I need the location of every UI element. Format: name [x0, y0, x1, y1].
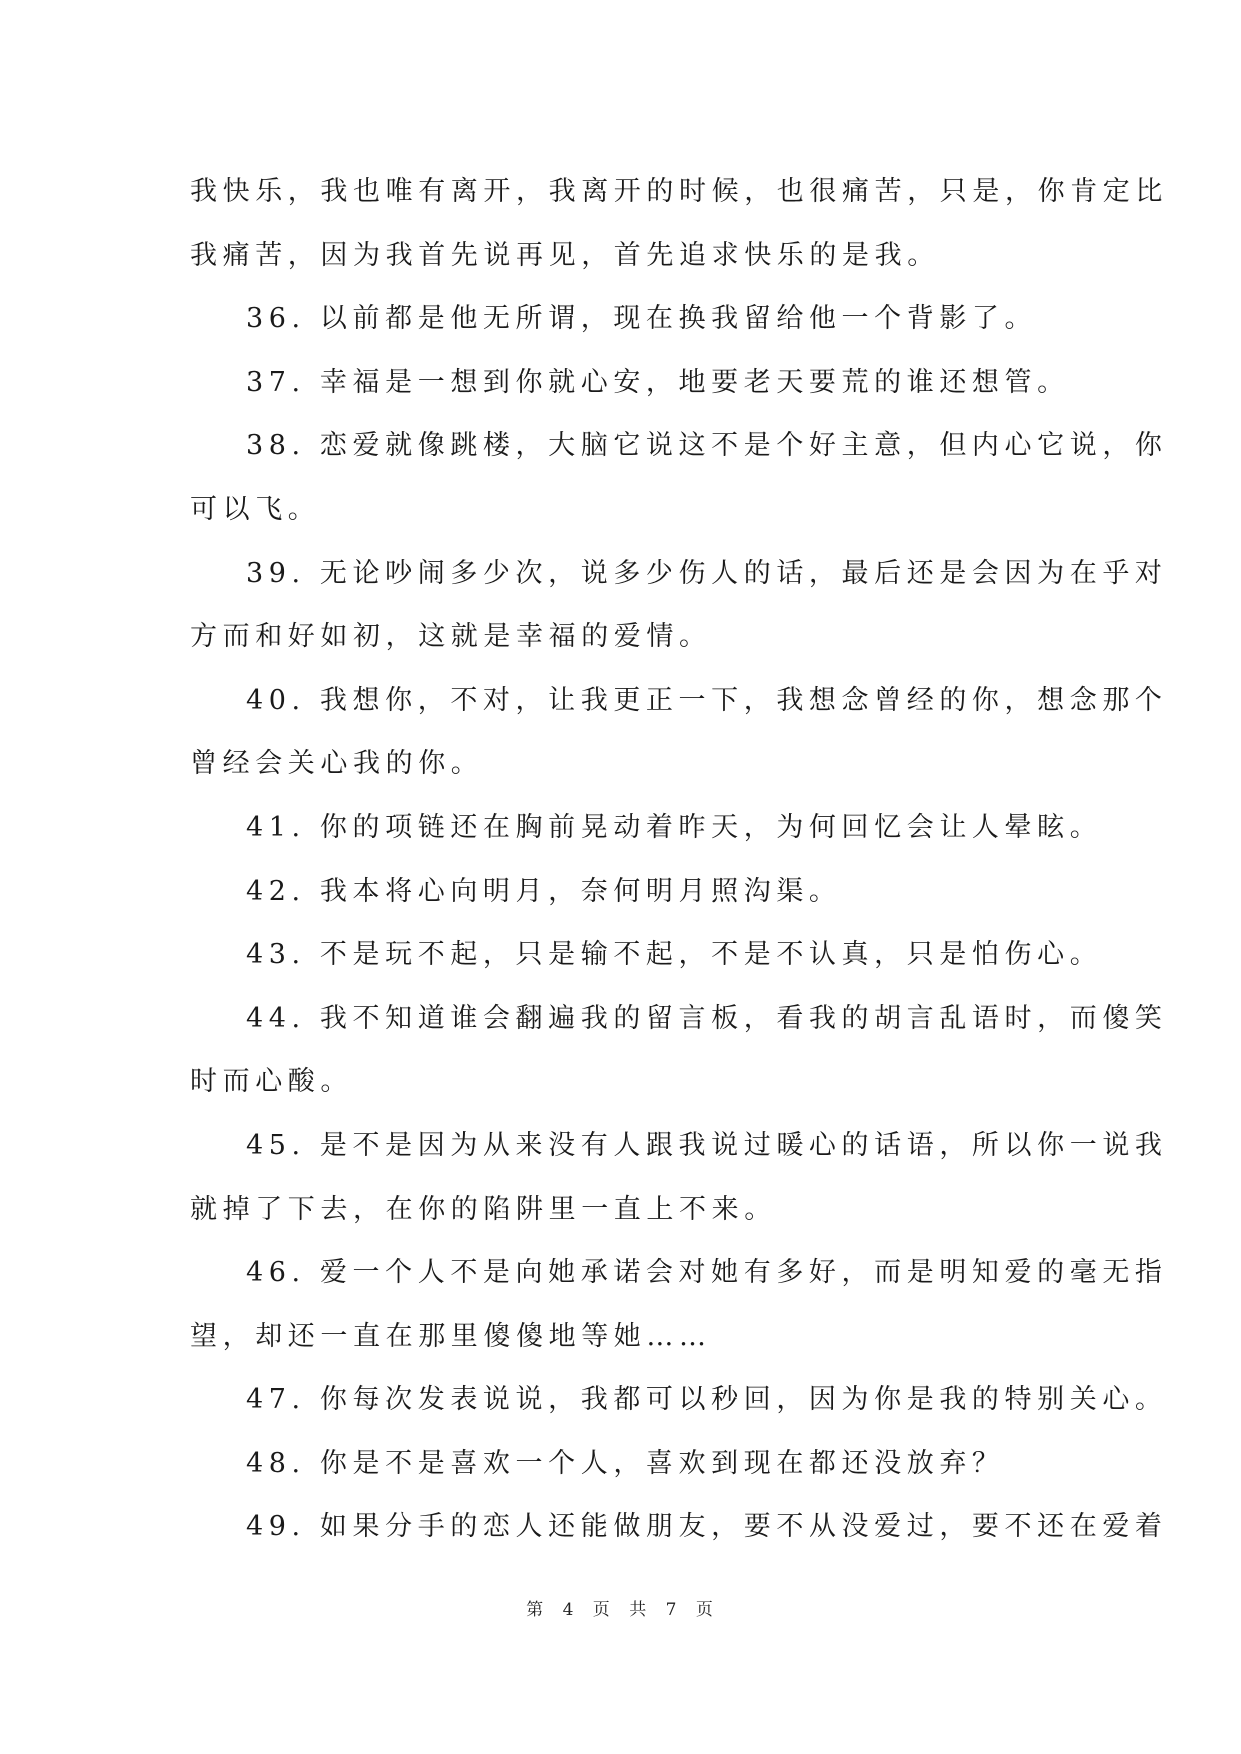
list-item-46: 46. 爱一个人不是向她承诺会对她有多好，而是明知爱的毫无指 — [246, 1257, 1168, 1289]
text-line: 曾经会关心我的你。 — [190, 748, 484, 780]
text-line: 可以飞。 — [190, 493, 321, 525]
list-item-36: 36. 以前都是他无所谓，现在换我留给他一个背影了。 — [246, 303, 1038, 335]
footer-ye-2: 页 — [695, 1600, 715, 1620]
text-line: 方而和好如初，这就是幸福的爱情。 — [190, 621, 712, 653]
list-item-40: 40. 我想你，不对，让我更正一下，我想念曾经的你，想念那个 — [246, 684, 1168, 716]
footer-total-pages: 7 — [665, 1600, 679, 1620]
list-item-38: 38. 恋爱就像跳楼，大脑它说这不是个好主意，但内心它说，你 — [246, 430, 1168, 462]
list-item-43: 43. 不是玩不起，只是输不起，不是不认真，只是怕伤心。 — [246, 939, 1103, 971]
text-line: 我快乐，我也唯有离开，我离开的时候，也很痛苦，只是，你肯定比 — [190, 176, 1168, 207]
list-item-39: 39. 无论吵闹多少次，说多少伤人的话，最后还是会因为在乎对 — [246, 557, 1168, 589]
text-line: 我痛苦，因为我首先说再见，首先追求快乐的是我。 — [190, 239, 940, 271]
list-item-42: 42. 我本将心向明月，奈何明月照沟渠。 — [246, 875, 842, 907]
document-body — [190, 160, 1168, 1559]
list-item-41: 41. 你的项链还在胸前晃动着昨天，为何回忆会让人晕眩。 — [246, 811, 1103, 843]
text-line: 时而心酸。 — [190, 1066, 353, 1098]
footer-di: 第 — [526, 1600, 546, 1620]
text-line: 望，却还一直在那里傻傻地等她…… — [190, 1320, 712, 1352]
footer-gong: 共 — [629, 1600, 649, 1620]
list-item-47: 47. 你每次发表说说，我都可以秒回，因为你是我的特别关心。 — [246, 1384, 1168, 1416]
list-item-37: 37. 幸福是一想到你就心安，地要老天要荒的谁还想管。 — [246, 366, 1070, 398]
list-item-48: 48. 你是不是喜欢一个人，喜欢到现在都还没放弃？ — [246, 1447, 1005, 1479]
list-item-44: 44. 我不知道谁会翻遍我的留言板，看我的胡言乱语时，而傻笑 — [246, 1002, 1168, 1034]
footer-ye: 页 — [592, 1600, 612, 1620]
footer-current-page: 4 — [562, 1600, 576, 1620]
text-line: 就掉了下去，在你的陷阱里一直上不来。 — [190, 1193, 777, 1225]
page-footer — [0, 1595, 1241, 1620]
list-item-49: 49. 如果分手的恋人还能做朋友，要不从没爱过，要不还在爱着 — [246, 1511, 1168, 1543]
list-item-45: 45. 是不是因为从来没有人跟我说过暖心的话语，所以你一说我 — [246, 1129, 1168, 1161]
